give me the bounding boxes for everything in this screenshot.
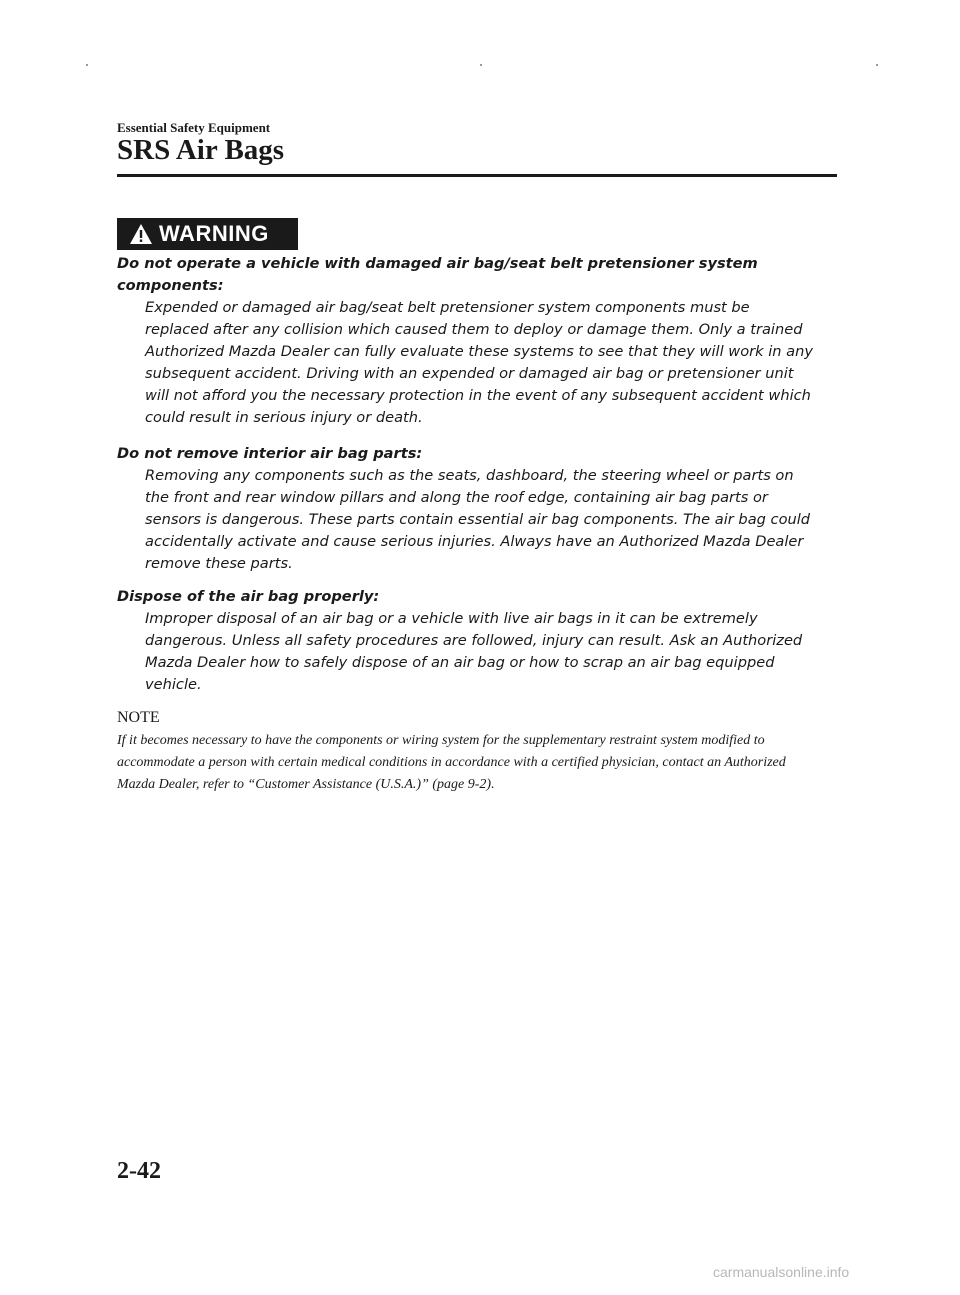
crop-mark bbox=[876, 64, 878, 66]
section-label: Essential Safety Equipment bbox=[117, 120, 271, 135]
warning-item-heading: Dispose of the air bag properly: bbox=[117, 588, 380, 605]
watermark: carmanualsonline.info bbox=[713, 1264, 850, 1280]
note-body: If it becomes necessary to have the components or wiring system for the supplementary restraint system modified to accommodate a person with certain medical conditions in accordance with a certified physician, contact an Authorized Mazda Dealer, refer to “Customer Assistance (U.S.A.)” (page 9-2). bbox=[117, 733, 786, 792]
page-number: 2-42 bbox=[117, 1158, 161, 1184]
warning-triangle-icon bbox=[129, 223, 153, 245]
warning-badge bbox=[117, 218, 298, 250]
note bbox=[117, 708, 817, 796]
warning-item bbox=[117, 586, 817, 696]
warning-label: WARNING bbox=[159, 221, 269, 246]
warning-item-heading: Do not operate a vehicle with damaged air bag/seat belt pretensioner system components: bbox=[117, 255, 758, 294]
warning-item-body: Removing any components such as the seats, dashboard, the steering wheel or parts on the front and rear window pillars and along the roof edge, containing air bag parts or sensors is dangerous. These parts contain essential air bag components. The air bag could accidentally activate and cause serious injuries. Always have an Authorized Mazda Dealer remove these parts. bbox=[145, 467, 811, 572]
warning-item-body: Expended or damaged air bag/seat belt pretensioner system components must be replaced after any collision which caused them to deploy or damage them. Only a trained Authorized Mazda Dealer can fully evaluate these systems to see that they will work in any subsequent accident. Driving with an expended or damaged air bag or pretensioner unit will not afford you the necessary protection in the event of any subsequent accident which could result in serious injury or death. bbox=[145, 299, 813, 426]
title-divider bbox=[117, 174, 837, 177]
note-label: NOTE bbox=[117, 709, 160, 726]
crop-mark bbox=[86, 64, 88, 66]
warning-item bbox=[117, 253, 817, 429]
warning-item-body: Improper disposal of an air bag or a vehicle with live air bags in it can be extremely dangerous. Unless all safety procedures are followed, injury can result. Ask an Authorized Mazda Dealer how to safely dispose of an air bag or how to scrap an air bag equipped vehicle. bbox=[145, 610, 803, 693]
crop-mark bbox=[480, 64, 482, 66]
warning-item bbox=[117, 443, 817, 575]
warning-item-heading: Do not remove interior air bag parts: bbox=[117, 445, 423, 462]
page-title: SRS Air Bags bbox=[117, 134, 285, 166]
